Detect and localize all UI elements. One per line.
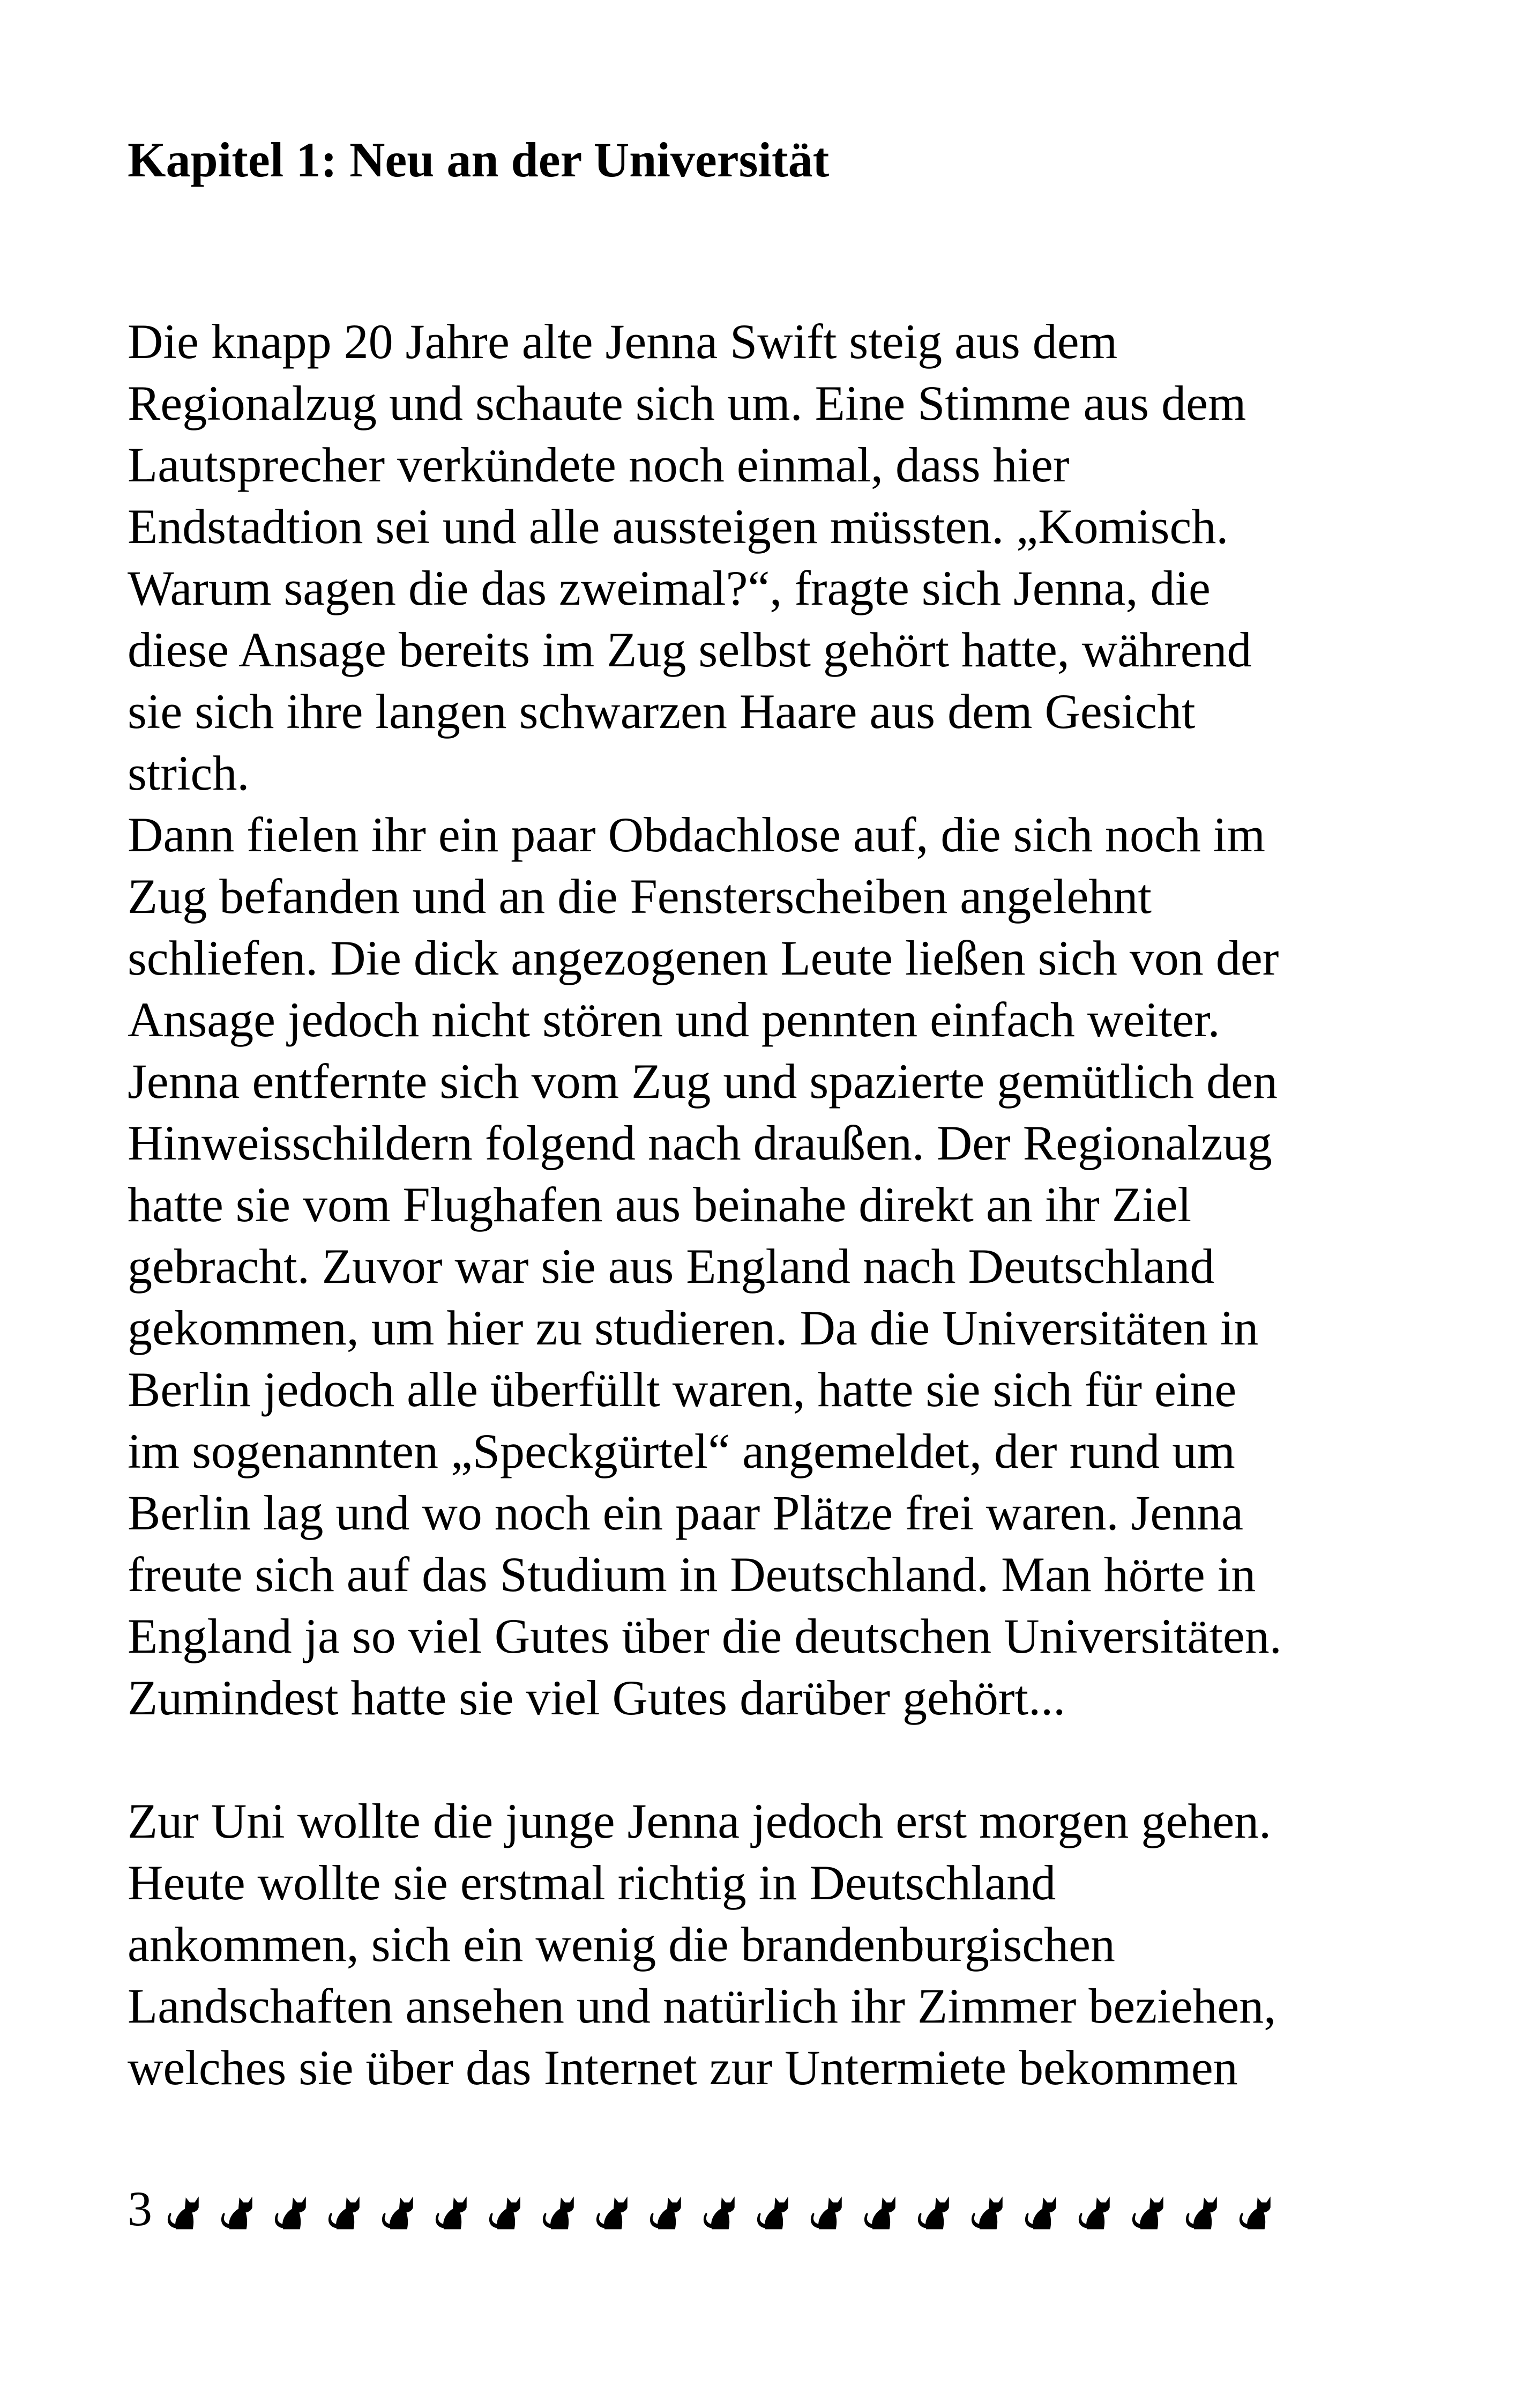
text-line: Zumindest hatte sie viel Gutes darüber gehört... xyxy=(128,1670,1066,1725)
text-line: diese Ansage bereits im Zug selbst gehört hatte, während xyxy=(128,622,1252,677)
cat-icon xyxy=(593,2192,632,2233)
body-text xyxy=(128,311,1424,2099)
text-line: schliefen. Die dick angezogenen Leute ließen sich von der xyxy=(128,931,1279,985)
text-line: Berlin lag und wo noch ein paar Plätze frei waren. Jenna xyxy=(128,1485,1243,1540)
cat-icon xyxy=(378,2192,418,2233)
text-line: Regionalzug und schaute sich um. Eine Stimme aus dem xyxy=(128,376,1246,430)
cat-icon xyxy=(486,2192,525,2233)
text-line: England ja so viel Gutes über die deutschen Universitäten. xyxy=(128,1609,1282,1663)
cat-icon xyxy=(325,2192,364,2233)
text-line: ankommen, sich ein wenig die brandenburgischen xyxy=(128,1917,1115,1972)
chapter-title: Kapitel 1: Neu an der Universität xyxy=(128,132,830,187)
paragraph-3 xyxy=(128,1790,1424,2099)
text-line: Lautsprecher verkündete noch einmal, dass hier xyxy=(128,437,1070,492)
text-line: gebracht. Zuvor war sie aus England nach Deutschland xyxy=(128,1239,1215,1294)
text-line: hatte sie vom Flughafen aus beinahe direkt an ihr Ziel xyxy=(128,1177,1192,1232)
text-line: Ansage jedoch nicht stören und pennten einfach weiter. xyxy=(128,992,1220,1047)
text-line: Zur Uni wollte die junge Jenna jedoch erst morgen gehen. xyxy=(128,1794,1272,1848)
text-line: freute sich auf das Studium in Deutschland. Man hörte in xyxy=(128,1547,1256,1602)
cat-icon xyxy=(646,2192,686,2233)
cat-icon xyxy=(753,2192,793,2233)
cat-icon xyxy=(271,2192,311,2233)
cat-icon xyxy=(807,2192,847,2233)
cat-ornament-row xyxy=(164,2184,1275,2233)
cat-icon xyxy=(1182,2192,1222,2233)
text-line: im sogenannten „Speckgürtel“ angemeldet, der rund um xyxy=(128,1424,1235,1478)
cat-icon xyxy=(1236,2192,1275,2233)
text-line: Die knapp 20 Jahre alte Jenna Swift steig aus dem xyxy=(128,314,1118,369)
cat-icon xyxy=(1075,2192,1115,2233)
cat-icon xyxy=(700,2192,740,2233)
page-footer xyxy=(128,2176,1275,2241)
text-line: Endstadtion sei und alle aussteigen müssten. „Komisch. xyxy=(128,499,1229,554)
cat-icon xyxy=(432,2192,472,2233)
text-line: Jenna entfernte sich vom Zug und spazierte gemütlich den xyxy=(128,1054,1278,1109)
text-line: Dann fielen ihr ein paar Obdachlose auf, die sich noch im xyxy=(128,807,1265,862)
cat-icon xyxy=(1129,2192,1168,2233)
cat-icon xyxy=(914,2192,954,2233)
text-line: Landschaften ansehen und natürlich ihr Zimmer beziehen, xyxy=(128,1979,1276,2033)
text-line: Warum sagen die das zweimal?“, fragte sich Jenna, die xyxy=(128,561,1211,615)
text-line: Berlin jedoch alle überfüllt waren, hatte sie sich für eine xyxy=(128,1362,1237,1417)
cat-icon xyxy=(164,2192,204,2233)
text-line: gekommen, um hier zu studieren. Da die Universitäten in xyxy=(128,1300,1259,1355)
paragraph-spacer xyxy=(128,1729,1424,1790)
text-line: sie sich ihre langen schwarzen Haare aus dem Gesicht xyxy=(128,684,1196,739)
paragraph-1 xyxy=(128,311,1424,804)
paragraph-2 xyxy=(128,804,1424,1729)
cat-icon xyxy=(539,2192,579,2233)
cat-icon xyxy=(218,2192,257,2233)
cat-icon xyxy=(968,2192,1007,2233)
text-line: Hinweisschildern folgend nach draußen. Der Regionalzug xyxy=(128,1116,1272,1170)
text-line: Heute wollte sie erstmal richtig in Deutschland xyxy=(128,1855,1056,1910)
text-line: strich. xyxy=(128,746,250,800)
text-line: welches sie über das Internet zur Untermiete bekommen xyxy=(128,2040,1238,2095)
text-line: Zug befanden und an die Fensterscheiben angelehnt xyxy=(128,869,1152,924)
cat-icon xyxy=(861,2192,900,2233)
cat-icon xyxy=(1021,2192,1061,2233)
page-number: 3 xyxy=(128,2181,152,2236)
